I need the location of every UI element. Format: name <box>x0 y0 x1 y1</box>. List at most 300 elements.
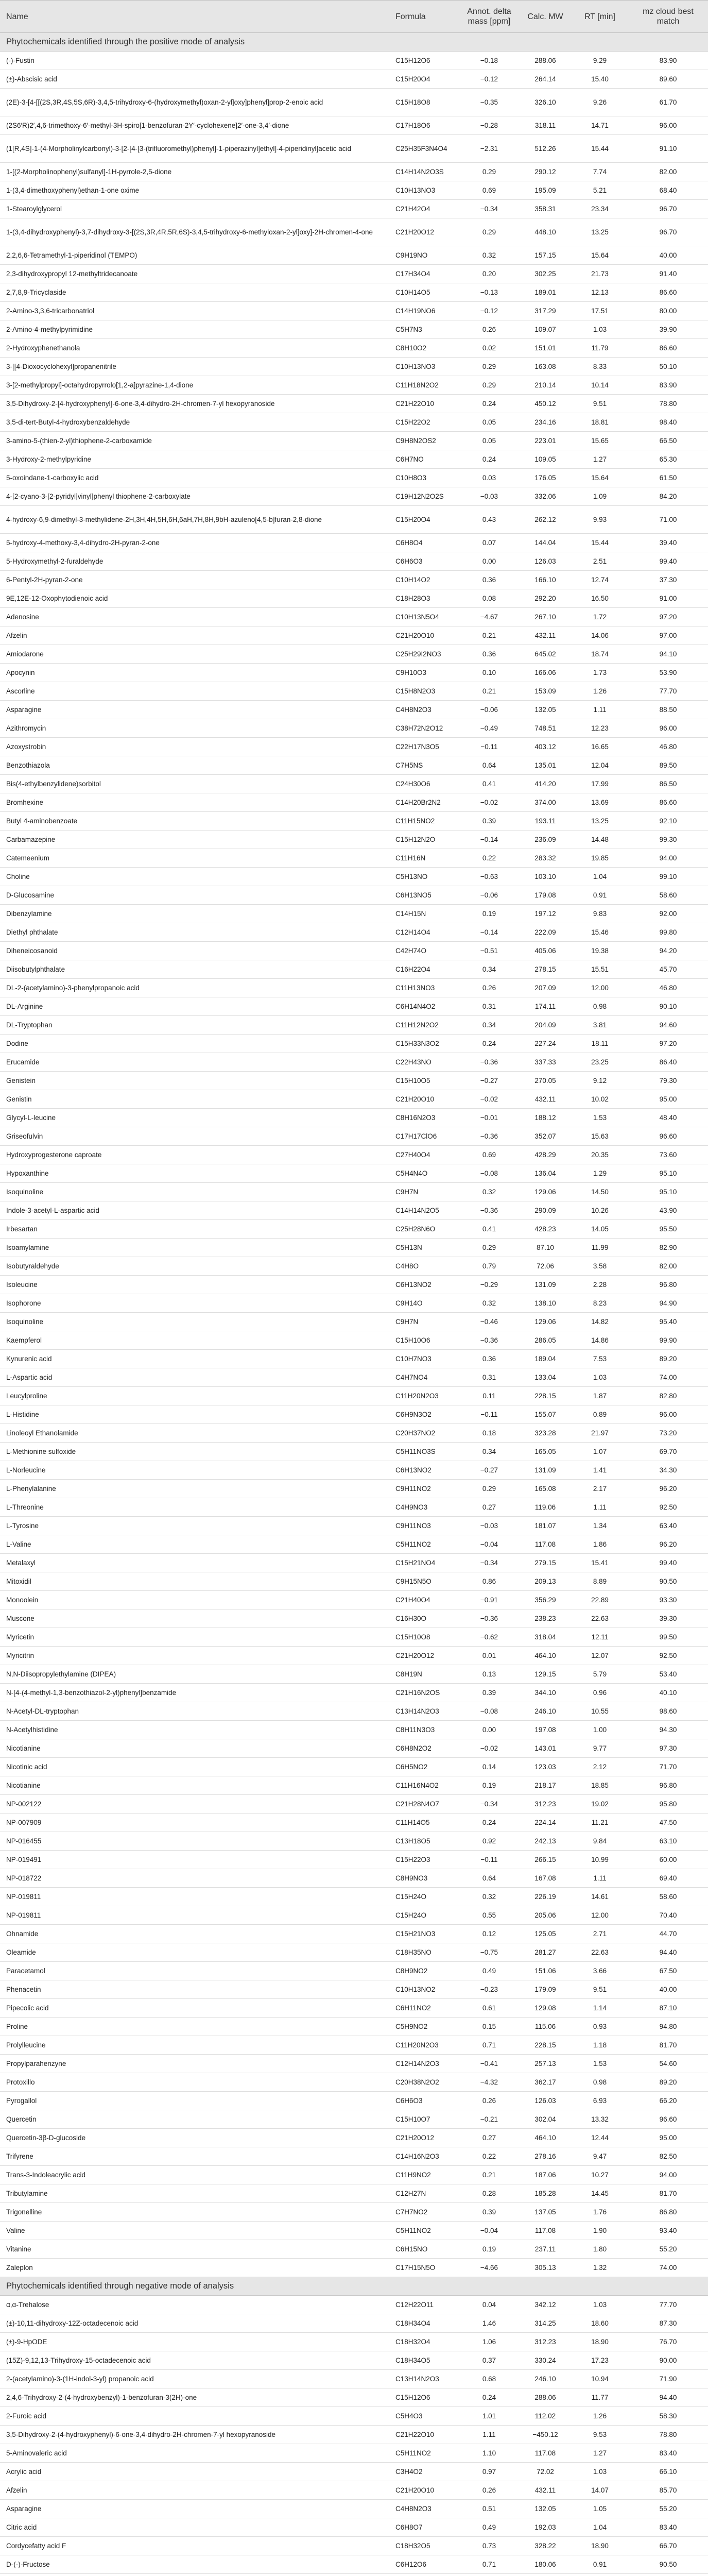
cell-name: Mitoxidil <box>6 1578 31 1585</box>
cell-calc-mw: 117.08 <box>534 2449 556 2457</box>
cell-rt: 16.50 <box>591 595 609 602</box>
cell-calc-mw: 72.06 <box>537 1262 554 1270</box>
cell-delta-mass: −0.63 <box>480 873 498 880</box>
cell-formula: C11H16N4O2 <box>395 1782 439 1789</box>
cell-formula: C11H20N2O3 <box>395 1392 439 1400</box>
table-row <box>0 2222 708 2240</box>
cell-delta-mass: 0.18 <box>482 1429 496 1437</box>
cell-mzcloud: 71.00 <box>659 516 677 523</box>
cell-calc-mw: 125.05 <box>534 1930 556 1938</box>
cell-delta-mass: −0.41 <box>480 2060 498 2067</box>
cell-calc-mw: 264.14 <box>534 75 556 83</box>
cell-calc-mw: 109.05 <box>534 455 556 463</box>
cell-mzcloud: 97.30 <box>659 1744 677 1752</box>
table-row <box>0 1572 708 1591</box>
cell-calc-mw: 262.12 <box>534 516 556 523</box>
table-row <box>0 1424 708 1443</box>
cell-rt: 15.46 <box>591 928 609 936</box>
cell-formula: C15H12N2O <box>395 836 436 843</box>
table-row <box>0 1331 708 1350</box>
cell-formula: C9H14O <box>395 1299 423 1307</box>
cell-mzcloud: 61.70 <box>659 98 677 106</box>
cell-delta-mass: 0.32 <box>482 251 496 259</box>
table-row <box>0 1480 708 1498</box>
cell-rt: 7.74 <box>593 168 607 176</box>
cell-rt: 1.03 <box>593 1374 607 1381</box>
cell-mzcloud: 89.60 <box>659 75 677 83</box>
cell-rt: 10.26 <box>591 1207 609 1214</box>
cell-formula: C15H21NO3 <box>395 1930 436 1938</box>
cell-rt: 9.12 <box>593 1077 607 1084</box>
cell-delta-mass: −0.36 <box>480 1207 498 1214</box>
table-row <box>0 2444 708 2463</box>
cell-name: Asparagine <box>6 2505 42 2513</box>
cell-mzcloud: 77.70 <box>659 2301 677 2309</box>
cell-mzcloud: 74.00 <box>659 2264 677 2272</box>
cell-calc-mw: 344.10 <box>534 1689 556 1697</box>
section-heading: Phytochemicals identified through the positive mode of analysis <box>0 33 708 52</box>
cell-name: NP-002122 <box>6 1800 42 1808</box>
cell-rt: 2.51 <box>593 557 607 565</box>
cell-mzcloud: 92.50 <box>659 1652 677 1659</box>
cell-name: L-Norleucine <box>6 1466 46 1474</box>
table-row <box>0 487 708 506</box>
cell-delta-mass: −0.03 <box>480 1522 498 1530</box>
table-row <box>0 534 708 552</box>
cell-mzcloud: 94.80 <box>659 2023 677 2030</box>
table-row <box>0 339 708 358</box>
cell-delta-mass: 0.41 <box>482 780 496 788</box>
cell-delta-mass: 0.31 <box>482 1374 496 1381</box>
cell-rt: 22.89 <box>591 1596 609 1604</box>
cell-rt: 22.63 <box>591 1615 609 1622</box>
cell-formula: C15H18O8 <box>395 98 430 106</box>
cell-calc-mw: 326.10 <box>534 98 556 106</box>
table-row <box>0 1647 708 1665</box>
cell-calc-mw: 155.07 <box>534 1411 556 1418</box>
cell-delta-mass: −0.12 <box>480 75 498 83</box>
cell-formula: C21H20O12 <box>395 228 435 236</box>
cell-calc-mw: 342.12 <box>534 2301 556 2309</box>
cell-delta-mass: 0.24 <box>482 400 496 408</box>
cell-formula: C15H33N3O2 <box>395 1040 439 1047</box>
cell-name: Citric acid <box>6 2523 37 2531</box>
cell-delta-mass: 0.22 <box>482 2153 496 2160</box>
cell-name: Kynurenic acid <box>6 1355 52 1363</box>
cell-name: (15Z)-9,12,13-Trihydroxy-15-octadecenoic acid <box>6 2357 151 2364</box>
cell-rt: 1.14 <box>593 2004 607 2012</box>
table-row <box>0 886 708 905</box>
cell-delta-mass: 0.73 <box>482 2542 496 2550</box>
cell-calc-mw: 87.10 <box>537 1244 554 1251</box>
cell-rt: 18.60 <box>591 2319 609 2327</box>
cell-delta-mass: −0.11 <box>480 743 498 751</box>
table-row <box>0 70 708 89</box>
cell-rt: 1.03 <box>593 2468 607 2476</box>
cell-name: 2-(acetylamino)-3-(1H-indol-3-yl) propanoic acid <box>6 2375 154 2383</box>
cell-mzcloud: 71.70 <box>659 1763 677 1771</box>
cell-calc-mw: 189.04 <box>534 1355 556 1363</box>
table-row <box>0 1239 708 1257</box>
cell-rt: 9.47 <box>593 2153 607 2160</box>
cell-mzcloud: 83.40 <box>659 2523 677 2531</box>
cell-calc-mw: 123.03 <box>534 1763 556 1771</box>
table-row <box>0 626 708 645</box>
cell-rt: 19.85 <box>591 854 609 862</box>
cell-name: Zaleplon <box>6 2264 33 2272</box>
cell-formula: C15H10O8 <box>395 1633 430 1641</box>
cell-formula: C15H12O6 <box>395 57 430 64</box>
cell-name: Propylparahenzyne <box>6 2060 66 2067</box>
cell-mzcloud: 96.00 <box>659 1411 677 1418</box>
cell-formula: C14H15N <box>395 910 426 918</box>
cell-calc-mw: 117.08 <box>534 1540 556 1548</box>
cell-rt: 2.17 <box>593 1485 607 1493</box>
cell-rt: 23.25 <box>591 1058 609 1066</box>
cell-mzcloud: 97.00 <box>659 632 677 639</box>
cell-name: NP-018722 <box>6 1874 42 1882</box>
cell-rt: 8.23 <box>593 1299 607 1307</box>
cell-formula: C38H72N2O12 <box>395 724 443 732</box>
cell-rt: 5.21 <box>593 187 607 194</box>
cell-calc-mw: 318.04 <box>534 1633 556 1641</box>
cell-mzcloud: 96.70 <box>659 228 677 236</box>
cell-formula: C18H34O4 <box>395 2319 430 2327</box>
cell-delta-mass: 0.36 <box>482 576 496 584</box>
cell-delta-mass: −0.01 <box>480 1114 498 1122</box>
cell-mzcloud: 82.00 <box>659 1262 677 1270</box>
cell-formula: C6H8O7 <box>395 2523 423 2531</box>
cell-formula: C4H8N2O3 <box>395 706 431 714</box>
cell-delta-mass: 0.29 <box>482 228 496 236</box>
cell-delta-mass: 0.24 <box>482 2394 496 2401</box>
cell-formula: C13H18O5 <box>395 1837 430 1845</box>
cell-rt: 15.44 <box>591 539 609 547</box>
table-row <box>0 793 708 812</box>
cell-calc-mw: 278.15 <box>534 965 556 973</box>
cell-formula: C6H11NO2 <box>395 2004 431 2012</box>
cell-formula: C15H10O7 <box>395 2115 430 2123</box>
cell-delta-mass: 1.11 <box>482 2431 496 2438</box>
cell-delta-mass: −4.67 <box>480 613 498 621</box>
cell-name: NP-016455 <box>6 1837 42 1845</box>
cell-calc-mw: 137.05 <box>534 2208 556 2216</box>
cell-calc-mw: 179.08 <box>534 891 556 899</box>
cell-formula: C15H10O5 <box>395 1077 430 1084</box>
cell-mzcloud: 99.10 <box>659 873 677 880</box>
cell-mzcloud: 99.50 <box>659 1633 677 1641</box>
cell-rt: 7.53 <box>593 1355 607 1363</box>
cell-calc-mw: 119.06 <box>534 1503 556 1511</box>
cell-rt: 9.83 <box>593 910 607 918</box>
cell-name: Glycyl-L-leucine <box>6 1114 56 1122</box>
table-row <box>0 265 708 283</box>
cell-rt: 12.13 <box>591 289 609 296</box>
table-row <box>0 979 708 997</box>
cell-mzcloud: 47.50 <box>659 1819 677 1826</box>
cell-mzcloud: 85.70 <box>659 2486 677 2494</box>
cell-rt: 1.27 <box>593 2449 607 2457</box>
cell-delta-mass: 0.69 <box>482 187 496 194</box>
cell-calc-mw: 167.08 <box>534 1874 556 1882</box>
cell-formula: C16H22O4 <box>395 965 430 973</box>
table-row <box>0 1814 708 1832</box>
cell-formula: C21H20O12 <box>395 2134 435 2142</box>
cell-calc-mw: 246.10 <box>534 2375 556 2383</box>
cell-mzcloud: 91.10 <box>659 145 677 152</box>
header-delta-mass: Annot. delta mass [ppm] <box>467 7 511 26</box>
cell-rt: 10.55 <box>591 1707 609 1715</box>
cell-delta-mass: 0.14 <box>482 1763 496 1771</box>
cell-name: L-Valine <box>6 1540 31 1548</box>
cell-mzcloud: 95.00 <box>659 2134 677 2142</box>
cell-formula: C12H22O11 <box>395 2301 434 2309</box>
cell-mzcloud: 46.80 <box>659 743 677 751</box>
cell-formula: C6H14N4O2 <box>395 1003 436 1010</box>
cell-delta-mass: −0.51 <box>480 947 498 955</box>
cell-delta-mass: −0.36 <box>480 1132 498 1140</box>
cell-formula: C10H13NO2 <box>395 1986 436 1993</box>
cell-mzcloud: 74.00 <box>659 1374 677 1381</box>
cell-rt: 20.35 <box>591 1151 609 1159</box>
cell-calc-mw: 292.20 <box>534 595 556 602</box>
cell-rt: 2.71 <box>593 1930 607 1938</box>
cell-name: Genistin <box>6 1095 32 1103</box>
cell-delta-mass: 0.92 <box>482 1837 496 1845</box>
cell-mzcloud: 45.70 <box>659 965 677 973</box>
table-row <box>0 2314 708 2333</box>
cell-rt: 12.00 <box>591 1911 609 1919</box>
cell-calc-mw: 278.16 <box>534 2153 556 2160</box>
cell-name: 2-Amino-4-methylpyrimidine <box>6 326 93 333</box>
cell-rt: 11.77 <box>591 2394 609 2401</box>
cell-mzcloud: 86.80 <box>659 2208 677 2216</box>
cell-formula: C18H35NO <box>395 1948 431 1956</box>
cell-mzcloud: 43.90 <box>659 1207 677 1214</box>
cell-name: Griseofulvin <box>6 1132 43 1140</box>
cell-delta-mass: 0.34 <box>482 1021 496 1029</box>
cell-delta-mass: 0.05 <box>482 437 496 445</box>
cell-formula: C11H16N <box>395 854 426 862</box>
cell-name: Irbesartan <box>6 1225 38 1233</box>
cell-mzcloud: 70.40 <box>659 1911 677 1919</box>
cell-name: Prolylleucine <box>6 2041 46 2049</box>
cell-calc-mw: 238.23 <box>534 1615 556 1622</box>
cell-rt: 12.04 <box>591 761 609 769</box>
cell-mzcloud: 58.60 <box>659 891 677 899</box>
cell-formula: C6H8O4 <box>395 539 423 547</box>
cell-mzcloud: 87.10 <box>659 2004 677 2012</box>
cell-name: DL-Arginine <box>6 1003 43 1010</box>
cell-mzcloud: 90.00 <box>659 2357 677 2364</box>
cell-formula: C15H24O <box>395 1911 427 1919</box>
cell-calc-mw: 228.15 <box>534 1392 556 1400</box>
cell-name: (1[R,4S]-1-(4-Morpholinylcarbonyl)-3-[2-[4-[3-(trifluoromethyl)phenyl]-1-piperazinyl]ethyl]-4-piperidinyl]acetic acid <box>6 145 351 152</box>
cell-mzcloud: 81.70 <box>659 2041 677 2049</box>
table-row <box>0 1276 708 1294</box>
table-row <box>0 2110 708 2129</box>
cell-rt: 1.18 <box>593 2041 607 2049</box>
cell-rt: 0.93 <box>593 2023 607 2030</box>
cell-formula: C15H20O4 <box>395 75 430 83</box>
cell-mzcloud: 86.40 <box>659 1058 677 1066</box>
cell-calc-mw: 428.29 <box>534 1151 556 1159</box>
cell-rt: 1.72 <box>593 613 607 621</box>
cell-formula: C14H16N2O3 <box>395 2153 439 2160</box>
cell-delta-mass: −0.27 <box>480 1077 498 1084</box>
cell-mzcloud: 73.20 <box>659 1429 677 1437</box>
cell-calc-mw: 153.09 <box>534 687 556 695</box>
table-row <box>0 1072 708 1090</box>
cell-calc-mw: 374.00 <box>534 799 556 806</box>
cell-formula: C7H7NO2 <box>395 2208 428 2216</box>
cell-name: Isoquinoline <box>6 1318 44 1326</box>
cell-rt: 1.03 <box>593 326 607 333</box>
table-row <box>0 432 708 450</box>
cell-delta-mass: −0.36 <box>480 1058 498 1066</box>
cell-mzcloud: 83.90 <box>659 381 677 389</box>
table-row <box>0 1591 708 1609</box>
cell-delta-mass: 0.37 <box>482 2357 496 2364</box>
cell-calc-mw: 432.11 <box>534 632 556 639</box>
table-row <box>0 1869 708 1888</box>
cell-calc-mw: 218.17 <box>534 1782 556 1789</box>
table-row <box>0 302 708 320</box>
cell-delta-mass: 0.51 <box>482 2505 496 2513</box>
cell-rt: 1.11 <box>593 1503 607 1511</box>
table-row <box>0 1758 708 1776</box>
cell-formula: C6H13NO5 <box>395 891 431 899</box>
cell-name: Indole-3-acetyl-L-aspartic acid <box>6 1207 99 1214</box>
cell-delta-mass: −0.28 <box>480 122 498 129</box>
cell-name: 3,5-Dihydroxy-2-[4-hydroxyphenyl]-6-one-3,4-dihydro-2H-chromen-7-yl hexopyranoside <box>6 400 275 408</box>
cell-calc-mw: 330.24 <box>534 2357 556 2364</box>
cell-rt: 9.29 <box>593 57 607 64</box>
cell-calc-mw: 464.10 <box>534 2134 556 2142</box>
cell-calc-mw: 257.13 <box>534 2060 556 2067</box>
cell-rt: 13.25 <box>591 228 609 236</box>
cell-calc-mw: 405.06 <box>534 947 556 955</box>
cell-delta-mass: 0.31 <box>482 1003 496 1010</box>
table-row <box>0 2166 708 2184</box>
cell-formula: C22H43NO <box>395 1058 431 1066</box>
cell-mzcloud: 58.60 <box>659 1893 677 1901</box>
table-row <box>0 2333 708 2351</box>
cell-formula: C6H12O6 <box>395 2561 427 2568</box>
cell-formula: C17H15N5O <box>395 2264 436 2272</box>
cell-rt: 13.25 <box>591 817 609 825</box>
cell-calc-mw: 135.01 <box>534 761 556 769</box>
table-row <box>0 1609 708 1628</box>
table-row <box>0 1201 708 1220</box>
table-row <box>0 756 708 775</box>
cell-mzcloud: 61.50 <box>659 474 677 482</box>
cell-rt: 23.34 <box>591 205 609 213</box>
cell-rt: 3.81 <box>593 1021 607 1029</box>
table-row <box>0 1164 708 1183</box>
cell-mzcloud: 69.70 <box>659 1448 677 1455</box>
cell-name: Carbamazepine <box>6 836 56 843</box>
cell-delta-mass: 0.32 <box>482 1893 496 1901</box>
cell-calc-mw: 332.06 <box>534 493 556 500</box>
cell-calc-mw: 286.05 <box>534 1336 556 1344</box>
cell-delta-mass: 1.06 <box>482 2338 496 2346</box>
cell-name: Pipecolic acid <box>6 2004 49 2012</box>
cell-name: (2E)-3-[4-[[(2S,3R,4S,5S,6R)-3,4,5-trihydroxy-6-(hydroxymethyl)oxan-2-yl]oxy]phenyl]prop-2-enoic acid <box>6 98 323 106</box>
cell-formula: C11H18N2O2 <box>395 381 439 389</box>
table-row <box>0 1795 708 1814</box>
cell-rt: 1.80 <box>593 2245 607 2253</box>
cell-mzcloud: 40.00 <box>659 1986 677 1993</box>
table-row <box>0 1035 708 1053</box>
cell-formula: C13H14N2O3 <box>395 1707 439 1715</box>
table-row <box>0 2555 708 2574</box>
cell-calc-mw: 151.06 <box>534 1967 556 1975</box>
cell-mzcloud: 86.50 <box>659 780 677 788</box>
cell-delta-mass: 0.29 <box>482 1485 496 1493</box>
cell-mzcloud: 94.40 <box>659 2394 677 2401</box>
cell-rt: 1.09 <box>593 493 607 500</box>
table-row <box>0 997 708 1016</box>
cell-delta-mass: 0.26 <box>482 2486 496 2494</box>
cell-delta-mass: 0.00 <box>482 1726 496 1734</box>
cell-calc-mw: 314.25 <box>534 2319 556 2327</box>
cell-rt: 11.79 <box>591 344 609 352</box>
cell-calc-mw: 129.06 <box>534 1188 556 1196</box>
cell-calc-mw: 414.20 <box>534 780 556 788</box>
table-row <box>0 1387 708 1405</box>
cell-mzcloud: 53.90 <box>659 669 677 676</box>
cell-delta-mass: 0.19 <box>482 2245 496 2253</box>
cell-delta-mass: 0.36 <box>482 1355 496 1363</box>
cell-delta-mass: −0.11 <box>480 1411 498 1418</box>
cell-mzcloud: 86.60 <box>659 799 677 806</box>
cell-rt: 14.48 <box>591 836 609 843</box>
cell-mzcloud: 91.00 <box>659 595 677 602</box>
cell-formula: C5H13NO <box>395 873 428 880</box>
cell-delta-mass: 0.19 <box>482 910 496 918</box>
table-row <box>0 960 708 979</box>
cell-calc-mw: 222.09 <box>534 928 556 936</box>
cell-mzcloud: 99.40 <box>659 557 677 565</box>
cell-name: Trifyrene <box>6 2153 33 2160</box>
table-row <box>0 1851 708 1869</box>
cell-rt: 1.29 <box>593 1170 607 1177</box>
cell-formula: C10H7NO3 <box>395 1355 431 1363</box>
cell-delta-mass: −0.06 <box>480 706 498 714</box>
cell-delta-mass: −0.29 <box>480 1281 498 1289</box>
cell-formula: C15H10O6 <box>395 1336 430 1344</box>
table-row <box>0 1220 708 1239</box>
cell-rt: 15.44 <box>591 145 609 152</box>
cell-name: Adenosine <box>6 613 39 621</box>
cell-delta-mass: −0.27 <box>480 1466 498 1474</box>
cell-delta-mass: 0.97 <box>482 2468 496 2476</box>
cell-formula: C21H28N4O7 <box>395 1800 439 1808</box>
cell-rt: 1.26 <box>593 687 607 695</box>
cell-mzcloud: 93.40 <box>659 2227 677 2234</box>
table-row <box>0 812 708 831</box>
cell-calc-mw: 645.02 <box>534 650 556 658</box>
header-name: Name <box>6 12 28 21</box>
cell-rt: 1.34 <box>593 1522 607 1530</box>
cell-formula: C10H8O3 <box>395 474 427 482</box>
cell-formula: C15H21NO4 <box>395 1559 436 1567</box>
cell-name: 5-oxoindane-1-carboxylic acid <box>6 474 99 482</box>
cell-formula: C6H9N3O2 <box>395 1411 431 1418</box>
table-row <box>0 664 708 682</box>
cell-calc-mw: 131.09 <box>534 1281 556 1289</box>
